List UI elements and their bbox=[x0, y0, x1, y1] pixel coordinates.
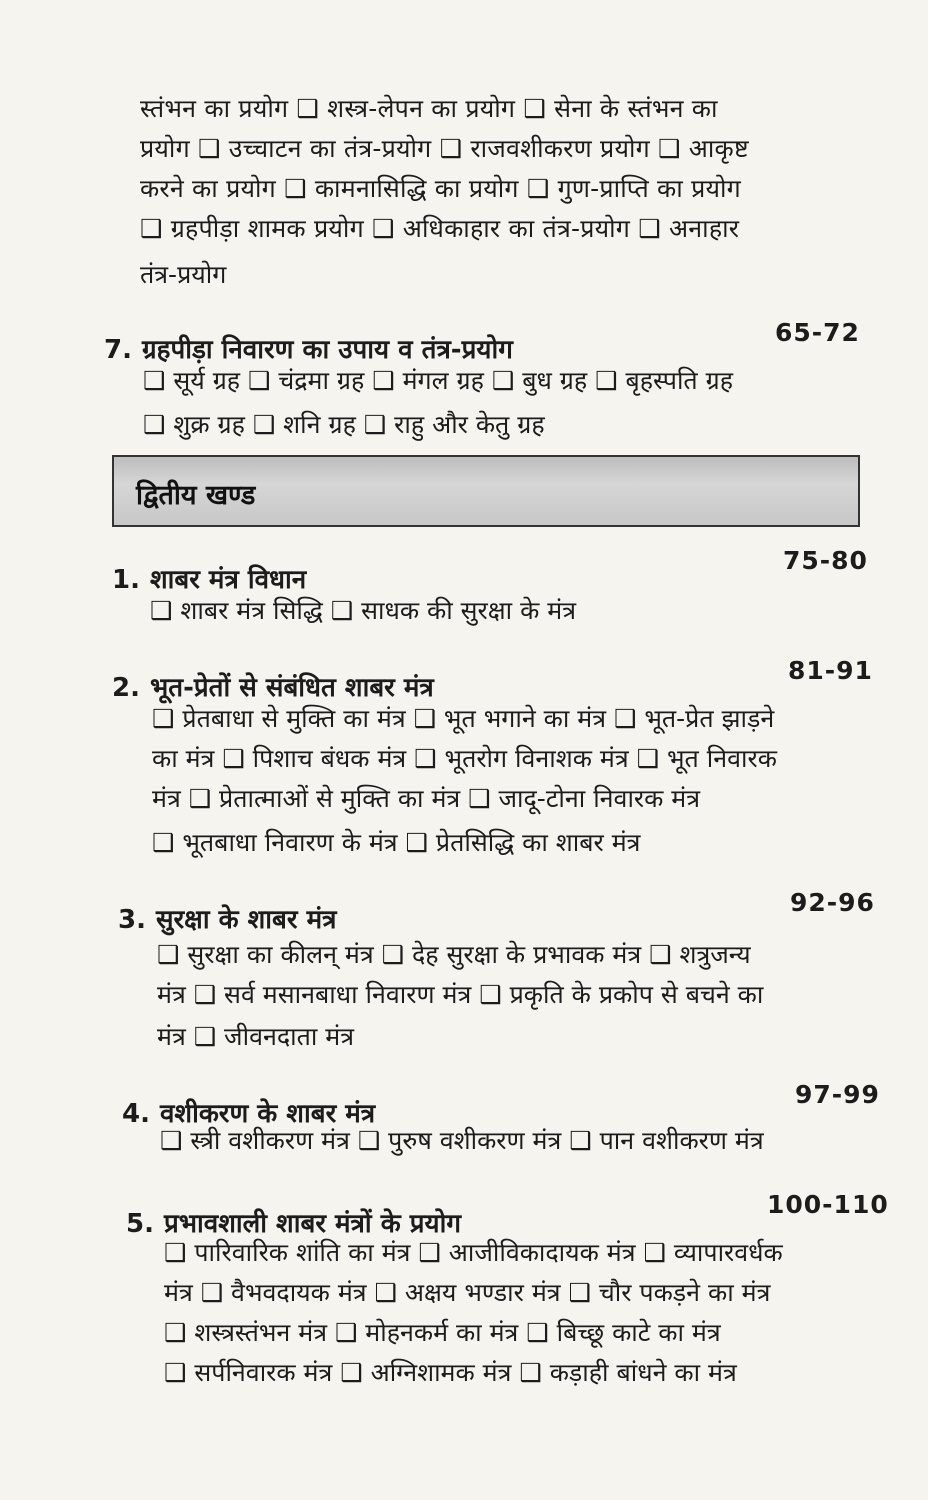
section-heading: द्वितीय खण्ड bbox=[136, 480, 256, 511]
entry-number: 4. bbox=[122, 1099, 150, 1129]
entry-heading bbox=[118, 900, 336, 936]
entry-topic-line: का मंत्र ❑ पिशाच बंधक मंत्र ❑ भूतरोग विनाशक मंत्र ❑ भूत निवारक bbox=[152, 744, 777, 773]
entry-title: सुरक्षा के शाबर मंत्र bbox=[155, 905, 337, 935]
entry-topic-line: ❑ सुरक्षा का कीलन् मंत्र ❑ देह सुरक्षा के प्रभावक मंत्र ❑ शत्रुजन्य bbox=[157, 940, 751, 969]
intro-line: ❑ ग्रहपीड़ा शामक प्रयोग ❑ अधिकाहार का तंत्र-प्रयोग ❑ अनाहार bbox=[140, 214, 740, 243]
intro-line: स्तंभन का प्रयोग ❑ शस्त्र-लेपन का प्रयोग ❑ सेना के स्तंभन का bbox=[140, 94, 718, 123]
intro-line: करने का प्रयोग ❑ कामनासिद्धि का प्रयोग ❑ गुण-प्राप्ति का प्रयोग bbox=[140, 174, 741, 203]
intro-line: तंत्र-प्रयोग bbox=[140, 260, 227, 289]
entry-number: 7. bbox=[104, 335, 132, 365]
entry-topic-line: मंत्र ❑ जीवनदाता मंत्र bbox=[157, 1022, 355, 1051]
entry-title: शाबर मंत्र विधान bbox=[149, 565, 307, 595]
entry-heading bbox=[104, 330, 513, 366]
entry-topic-line: ❑ भूतबाधा निवारण के मंत्र ❑ प्रेतसिद्धि का शाबर मंत्र bbox=[152, 828, 641, 857]
entry-topic-line: ❑ पारिवारिक शांति का मंत्र ❑ आजीविकादायक मंत्र ❑ व्यापारवर्धक bbox=[164, 1238, 783, 1267]
entry-topic-line: ❑ शाबर मंत्र सिद्धि ❑ साधक की सुरक्षा के मंत्र bbox=[150, 596, 576, 625]
entry-topic-line: ❑ स्त्री वशीकरण मंत्र ❑ पुरुष वशीकरण मंत्र ❑ पान वशीकरण मंत्र bbox=[160, 1126, 764, 1155]
section-heading-bar bbox=[112, 455, 860, 527]
entry-pages: 65-72 bbox=[775, 318, 860, 347]
entry-heading bbox=[112, 560, 306, 596]
entry-pages: 97-99 bbox=[795, 1080, 880, 1109]
entry-pages: 100-110 bbox=[767, 1190, 889, 1219]
entry-pages: 92-96 bbox=[790, 888, 875, 917]
entry-topic-line: ❑ शस्त्रस्तंभन मंत्र ❑ मोहनकर्म का मंत्र ❑ बिच्छू काटे का मंत्र bbox=[164, 1318, 721, 1347]
entry-heading bbox=[126, 1204, 461, 1240]
entry-number: 1. bbox=[112, 565, 140, 595]
entry-topic-line: ❑ सूर्य ग्रह ❑ चंद्रमा ग्रह ❑ मंगल ग्रह ❑ बुध ग्रह ❑ बृहस्पति ग्रह bbox=[143, 366, 733, 395]
entry-title: प्रभावशाली शाबर मंत्रों के प्रयोग bbox=[163, 1209, 461, 1239]
entry-topic-line: ❑ प्रेतबाधा से मुक्ति का मंत्र ❑ भूत भगाने का मंत्र ❑ भूत-प्रेत झाड़ने bbox=[152, 704, 775, 733]
entry-topic-line: मंत्र ❑ वैभवदायक मंत्र ❑ अक्षय भण्डार मंत्र ❑ चौर पकड़ने का मंत्र bbox=[164, 1278, 771, 1307]
entry-pages: 81-91 bbox=[788, 656, 873, 685]
entry-number: 3. bbox=[118, 905, 146, 935]
entry-number: 2. bbox=[112, 673, 140, 703]
entry-number: 5. bbox=[126, 1209, 154, 1239]
entry-title: वशीकरण के शाबर मंत्र bbox=[159, 1099, 376, 1129]
entry-title: ग्रहपीड़ा निवारण का उपाय व तंत्र-प्रयोग bbox=[141, 335, 513, 365]
intro-line: प्रयोग ❑ उच्चाटन का तंत्र-प्रयोग ❑ राजवशीकरण प्रयोग ❑ आकृष्ट bbox=[140, 134, 749, 163]
entry-topic-line: ❑ सर्पनिवारक मंत्र ❑ अग्निशामक मंत्र ❑ कड़ाही बांधने का मंत्र bbox=[164, 1358, 737, 1387]
entry-pages: 75-80 bbox=[783, 546, 868, 575]
entry-heading bbox=[112, 668, 434, 704]
entry-topic-line: ❑ शुक्र ग्रह ❑ शनि ग्रह ❑ राहु और केतु ग्रह bbox=[143, 410, 545, 439]
entry-topic-line: मंत्र ❑ प्रेतात्माओं से मुक्ति का मंत्र ❑ जादू-टोना निवारक मंत्र bbox=[152, 784, 701, 813]
entry-title: भूत-प्रेतों से संबंधित शाबर मंत्र bbox=[149, 673, 434, 703]
entry-topic-line: मंत्र ❑ सर्व मसानबाधा निवारण मंत्र ❑ प्रकृति के प्रकोप से बचने का bbox=[157, 980, 764, 1009]
